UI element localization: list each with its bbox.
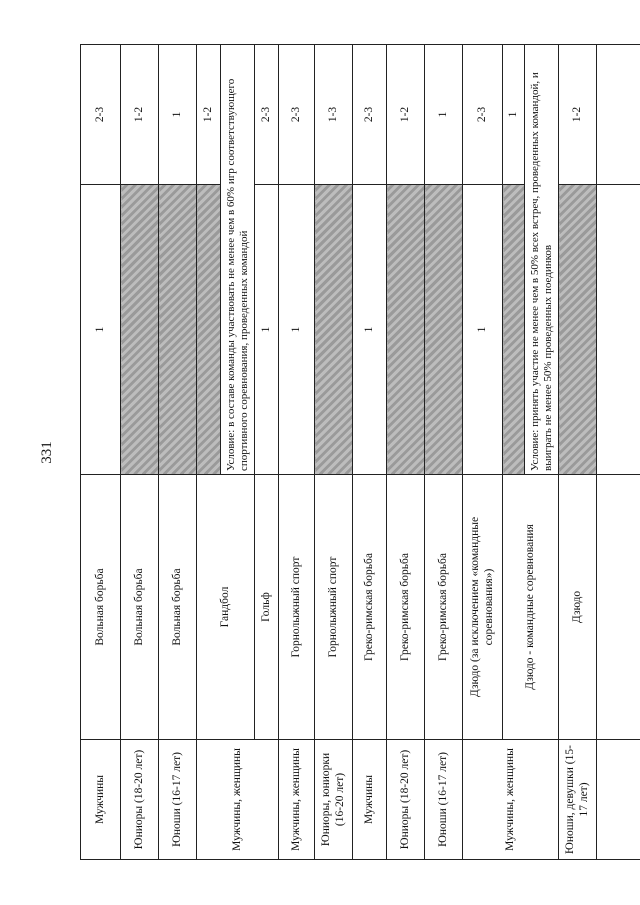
group-cell: Мужчины xyxy=(81,740,121,860)
sport-cell: Гольф xyxy=(255,475,279,740)
table-row xyxy=(559,45,597,860)
table-row xyxy=(353,45,387,860)
sport-cell: Вольная борьба xyxy=(81,475,121,740)
sport-cell: Греко-римская борьба xyxy=(353,475,387,740)
empty-cell xyxy=(597,475,640,740)
place-cell: 1-2 xyxy=(197,45,221,185)
sport-cell: Дзюдо xyxy=(559,475,597,740)
place-cell: 1-2 xyxy=(387,45,425,185)
group-cell: Юноши (16-17 лет) xyxy=(425,740,463,860)
sport-cell: Горнолыжный спорт xyxy=(315,475,353,740)
group-cell: Мужчины xyxy=(353,740,387,860)
place-cell: 1 xyxy=(159,45,197,185)
table-row xyxy=(503,45,525,860)
group-cell: Юниоры, юниорки (16-20 лет) xyxy=(315,740,353,860)
results-table xyxy=(80,44,640,860)
group-cell: Мужчины, женщины xyxy=(279,740,315,860)
table-row xyxy=(387,45,425,860)
table-row xyxy=(159,45,197,860)
sport-cell: Гандбол xyxy=(197,475,255,740)
place-cell: 2-3 xyxy=(81,45,121,185)
place-cell: 1 xyxy=(353,185,387,475)
sport-cell: Горнолыжный спорт xyxy=(279,475,315,740)
table-row xyxy=(255,45,279,860)
table-row xyxy=(597,45,640,860)
sport-cell: Вольная борьба xyxy=(159,475,197,740)
condition-note: Условие: в составе команды участвовать не менее чем в 60% игр соответствующего спортивного соревнования, проведенных командой xyxy=(221,45,255,475)
sport-cell: Вольная борьба xyxy=(121,475,159,740)
place-cell: 2-3 xyxy=(255,45,279,185)
place-cell: 1-2 xyxy=(559,45,597,185)
rotated-table-wrapper xyxy=(80,45,590,860)
shaded-cell xyxy=(197,185,221,475)
place-cell: 1 xyxy=(81,185,121,475)
shaded-cell xyxy=(559,185,597,475)
empty-cell xyxy=(597,45,640,185)
sport-cell: Греко-римская борьба xyxy=(425,475,463,740)
place-cell: 2-3 xyxy=(463,45,503,185)
place-cell: 1 xyxy=(503,45,525,185)
place-cell: 1-2 xyxy=(121,45,159,185)
group-cell: Юноши, девушки (15-17 лет) xyxy=(559,740,597,860)
table-row xyxy=(121,45,159,860)
group-cell: Мужчины, женщины xyxy=(197,740,279,860)
place-cell: 1-3 xyxy=(315,45,353,185)
sport-cell: Дзюдо (за исключением «командные соревнования») xyxy=(463,475,503,740)
place-cell: 1 xyxy=(279,185,315,475)
shaded-cell xyxy=(159,185,197,475)
place-cell: 2-3 xyxy=(353,45,387,185)
place-cell: 1 xyxy=(463,185,503,475)
shaded-cell xyxy=(503,185,525,475)
place-cell: 1 xyxy=(255,185,279,475)
group-cell: Юниоры (18-20 лет) xyxy=(387,740,425,860)
table-row xyxy=(197,45,221,860)
table-row xyxy=(463,45,503,860)
group-cell: Мужчины, женщины xyxy=(463,740,559,860)
table-row xyxy=(315,45,353,860)
condition-note: Условие: принять участие не менее чем в 50% всех встреч, проведенных командой, и выиграть не менее 50% проведенных поединков xyxy=(525,45,559,475)
empty-cell xyxy=(597,740,640,860)
shaded-cell xyxy=(387,185,425,475)
place-cell: 1 xyxy=(425,45,463,185)
sport-cell: Греко-римская борьба xyxy=(387,475,425,740)
shaded-cell xyxy=(315,185,353,475)
empty-cell xyxy=(597,185,640,475)
sport-cell: Дзюдо - командные соревнования xyxy=(503,475,559,740)
table-row xyxy=(279,45,315,860)
place-cell: 2-3 xyxy=(279,45,315,185)
page-number: 331 xyxy=(38,441,55,464)
group-cell: Юниоры (18-20 лет) xyxy=(121,740,159,860)
shaded-cell xyxy=(121,185,159,475)
shaded-cell xyxy=(425,185,463,475)
group-cell: Юноши (16-17 лет) xyxy=(159,740,197,860)
table-row xyxy=(425,45,463,860)
table-row xyxy=(81,45,121,860)
